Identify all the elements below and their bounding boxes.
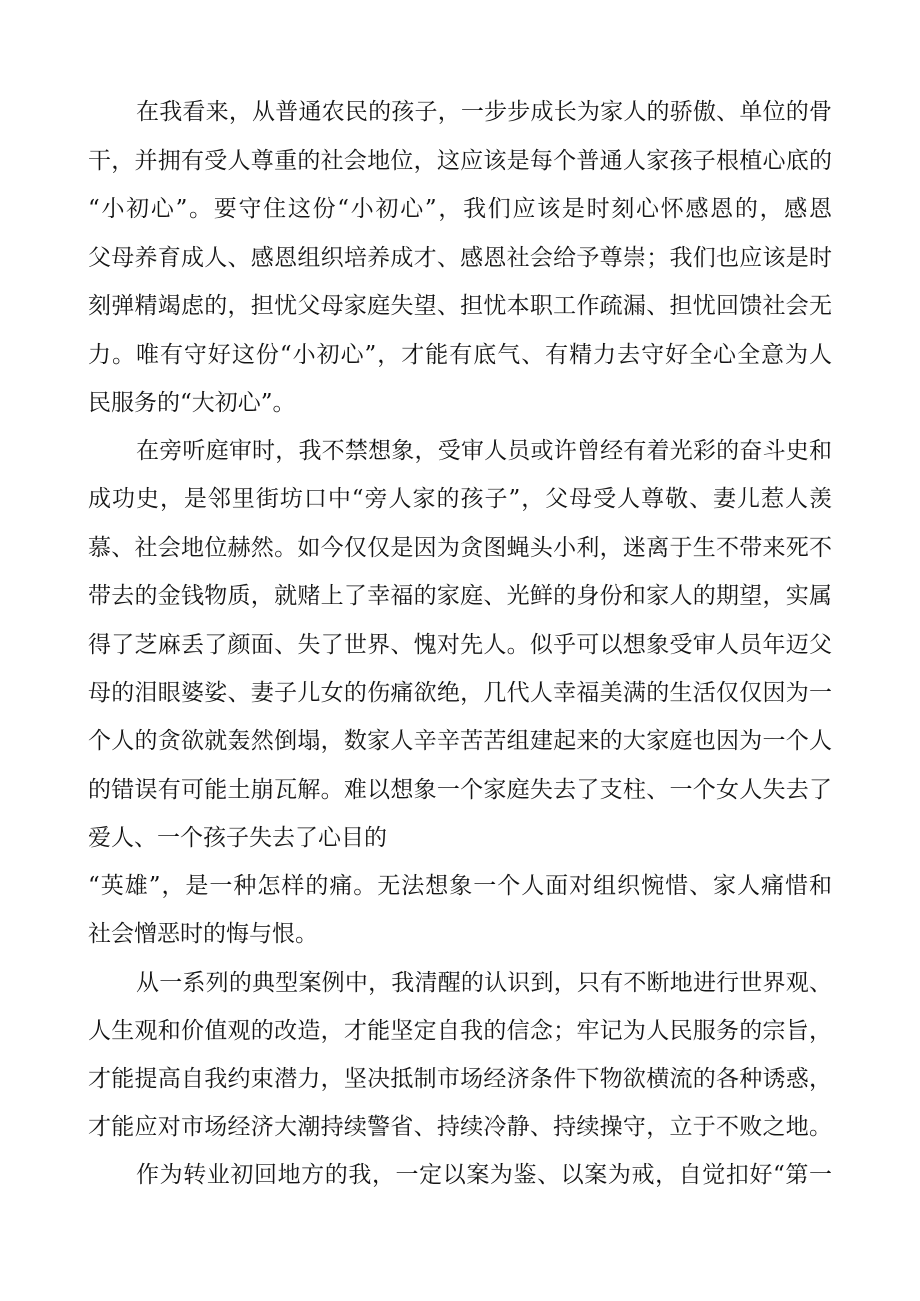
text-line: 作为转业初回地方的我，一定以案为鉴、以案为戒，自觉扣好“第一 (136, 1162, 832, 1188)
text-line: 得了芝麻丢了颜面、失了世界、愧对先人。似乎可以想象受审人员年迈父 (88, 632, 832, 658)
text-line: 干，并拥有受人尊重的社会地位，这应该是每个普通人家孩子根植心底的 (88, 148, 832, 174)
text-line: 在我看来，从普通农民的孩子，一步步成长为家人的骄傲、单位的骨 (136, 99, 832, 125)
text-line: 才能提高自我约束潜力，坚决抵制市场经济条件下物欲横流的各种诱惑， (88, 1066, 832, 1092)
text-line: 带去的金钱物质，就赌上了幸福的家庭、光鲜的身份和家人的期望，实属 (88, 583, 832, 609)
text-line: 的错误有可能土崩瓦解。难以想象一个家庭失去了支柱、一个女人失去了 (88, 777, 832, 803)
text-line: “英雄”，是一种怎样的痛。无法想象一个人面对组织惋惜、家人痛惜和 (88, 873, 832, 899)
text-line: 母的泪眼婆娑、妻子儿女的伤痛欲绝，几代人幸福美满的生活仅仅因为一 (88, 680, 832, 706)
text-line: 成功史，是邻里街坊口中“旁人家的孩子”，父母受人尊敬、妻儿惹人羡 (88, 486, 832, 512)
text-line: 从一系列的典型案例中，我清醒的认识到，只有不断地进行世界观、 (136, 970, 832, 996)
text-line: 力。唯有守好这份“小初心”，才能有底气、有精力去守好全心全意为人 (88, 342, 832, 368)
text-line: 才能应对市场经济大潮持续警省、持续冷静、持续操守，立于不败之地。 (88, 1114, 832, 1140)
text-line: 在旁听庭审时，我不禁想象，受审人员或许曾经有着光彩的奋斗史和 (136, 438, 832, 464)
text-line: 慕、社会地位赫然。如今仅仅是因为贪图蝇头小利，迷离于生不带来死不 (88, 535, 832, 561)
text-line: 父母养育成人、感恩组织培养成才、感恩社会给予尊崇；我们也应该是时 (88, 245, 832, 271)
text-line: “小初心”。要守住这份“小初心”，我们应该是时刻心怀感恩的，感恩 (88, 196, 832, 222)
text-line: 个人的贪欲就轰然倒塌，数家人辛辛苦苦组建起来的大家庭也因为一个人 (88, 728, 832, 754)
text-line: 人生观和价值观的改造，才能坚定自我的信念；牢记为人民服务的宗旨， (88, 1018, 832, 1044)
text-line: 民服务的“大初心”。 (88, 390, 296, 416)
text-line: 社会憎恶时的悔与恨。 (88, 921, 318, 947)
text-line: 爱人、一个孩子失去了心目的 (88, 825, 387, 851)
text-line: 刻弹精竭虑的，担忧父母家庭失望、担忧本职工作疏漏、担忧回馈社会无 (88, 293, 832, 319)
